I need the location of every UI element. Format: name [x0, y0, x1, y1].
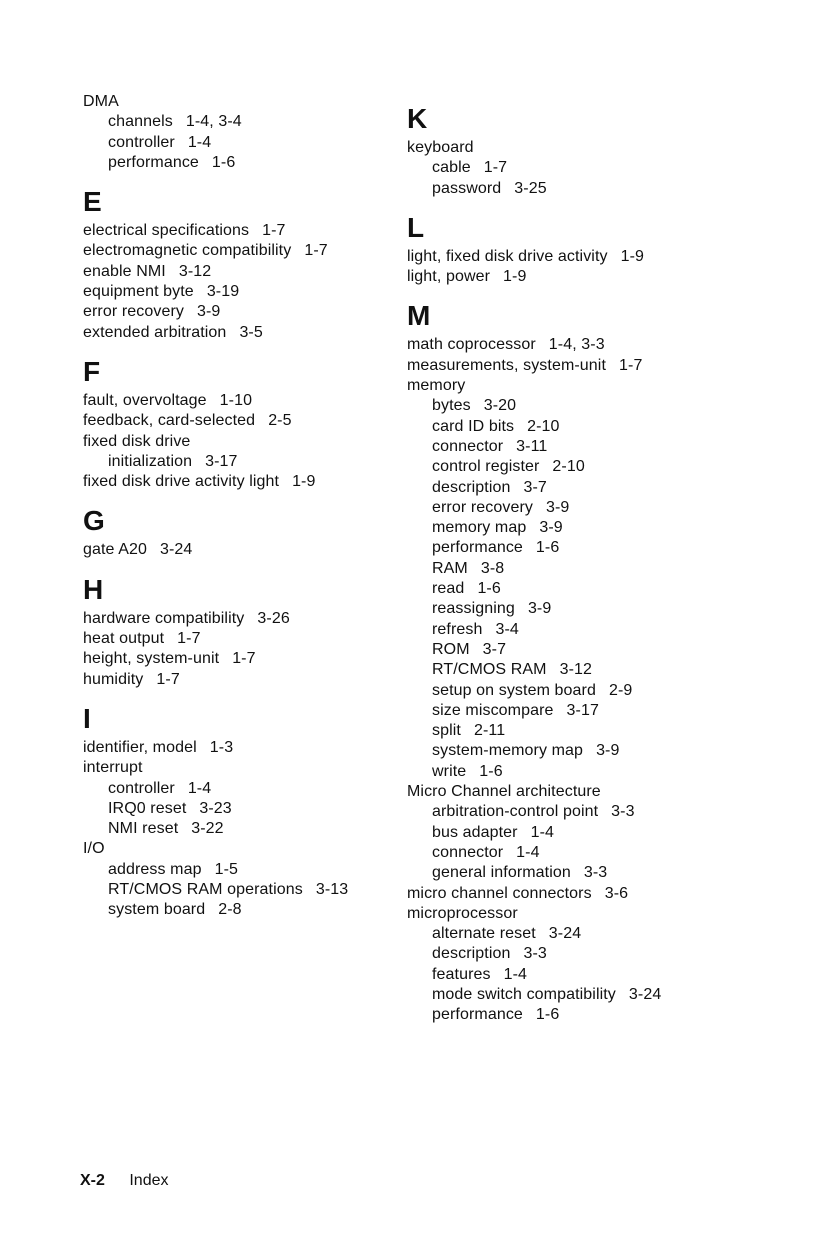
- index-letter-heading: K: [407, 103, 428, 134]
- index-term: controller: [108, 779, 175, 797]
- index-entry: [83, 241, 413, 261]
- index-entry: [83, 411, 413, 431]
- index-letter-heading: E: [83, 186, 102, 218]
- index-page-ref: 1-7: [156, 670, 180, 688]
- index-page-ref: 1-3: [209, 738, 234, 756]
- index-page-ref: 2-5: [268, 412, 292, 430]
- index-page-ref: 3-5: [239, 323, 263, 341]
- index-entry: [83, 221, 413, 241]
- index-entry: [407, 247, 812, 267]
- index-term: cable: [432, 159, 471, 177]
- index-letter-heading: G: [83, 505, 105, 537]
- index-term: gate A20: [83, 541, 147, 559]
- index-term: size miscompare: [432, 701, 554, 719]
- index-page-ref: 1-4, 3-4: [185, 113, 242, 131]
- index-subentry: [407, 559, 812, 579]
- index-page-ref: 3-24: [548, 925, 582, 943]
- index-entry: [83, 738, 413, 758]
- index-term: hardware compatibility: [83, 609, 245, 627]
- index-letter-heading: H: [83, 573, 104, 605]
- index-subentry: [83, 900, 413, 920]
- index-subentry: [407, 701, 812, 721]
- index-term: feedback, card-selected: [83, 412, 256, 430]
- index-subentry: [407, 802, 812, 822]
- index-page-ref: 1-4, 3-3: [548, 336, 605, 354]
- index-entry: [83, 649, 413, 669]
- index-page-ref: 3-13: [315, 881, 349, 899]
- index-term: split: [432, 722, 461, 740]
- index-term: bytes: [432, 397, 471, 415]
- index-letter-heading: L: [407, 211, 425, 243]
- index-term: NMI reset: [108, 820, 179, 838]
- index-subentry: [83, 799, 413, 819]
- index-term: description: [432, 945, 511, 963]
- index-subentry: [83, 452, 413, 472]
- index-term: read: [432, 580, 465, 598]
- index-term: features: [432, 965, 491, 983]
- index-term: alternate reset: [432, 925, 536, 943]
- index-term: refresh: [432, 620, 483, 638]
- index-term: description: [432, 478, 511, 496]
- index-term: arbitration-control point: [432, 803, 599, 821]
- index-subentry: [407, 538, 812, 558]
- index-term: RT/CMOS RAM: [432, 661, 547, 679]
- index-column-right: [407, 104, 812, 1026]
- index-subentry: [407, 179, 812, 199]
- index-entry: [83, 839, 413, 859]
- index-page-ref: 3-3: [583, 864, 608, 882]
- index-page-ref: 1-7: [483, 159, 508, 177]
- index-page-ref: 3-7: [482, 640, 507, 658]
- index-subentry: [407, 1005, 812, 1025]
- index-term: RAM: [432, 559, 468, 577]
- index-entry: [83, 262, 413, 282]
- index-term: keyboard: [407, 139, 474, 156]
- index-entry: [407, 904, 812, 924]
- index-page-ref: 3-12: [559, 661, 593, 679]
- index-term: performance: [432, 539, 523, 557]
- index-entry: [407, 884, 812, 904]
- index-page-ref: 3-8: [480, 559, 505, 577]
- index-subentry: [407, 599, 812, 619]
- index-subentry: [407, 944, 812, 964]
- index-term: electromagnetic compatibility: [83, 242, 292, 260]
- index-page-ref: 3-6: [604, 884, 629, 902]
- index-column-left: [83, 92, 413, 921]
- index-subentry: [407, 924, 812, 944]
- index-term: microprocessor: [407, 904, 518, 922]
- index-term: error recovery: [83, 303, 184, 321]
- index-term: memory map: [432, 519, 527, 537]
- index-entry: [83, 758, 413, 778]
- index-term: fixed disk drive activity light: [83, 473, 280, 491]
- index-term: write: [432, 762, 467, 780]
- index-subentry: [407, 498, 812, 518]
- index-entry: [407, 376, 812, 396]
- index-term: system board: [108, 901, 206, 919]
- index-subentry: [407, 741, 812, 761]
- index-page-ref: 1-10: [219, 391, 253, 409]
- index-subentry: [407, 681, 812, 701]
- index-term: address map: [108, 860, 202, 878]
- index-term: equipment byte: [83, 283, 194, 301]
- index-term: controller: [108, 133, 175, 151]
- index-page-ref: 1-7: [232, 650, 256, 668]
- index-term: electrical specifications: [83, 222, 250, 240]
- index-entry: [83, 391, 413, 411]
- index-entry: [83, 609, 413, 629]
- index-page-ref: 3-22: [191, 820, 224, 838]
- index-entry: [407, 782, 812, 802]
- index-page-ref: 1-6: [535, 1006, 560, 1024]
- index-subentry: [407, 158, 812, 178]
- index-subentry: [407, 396, 812, 416]
- index-term: error recovery: [432, 498, 533, 516]
- index-subentry: [83, 112, 413, 132]
- index-page-ref: 3-4: [495, 620, 519, 638]
- index-subentry: [407, 579, 812, 599]
- index-subentry: [407, 640, 812, 660]
- index-term: light, power: [407, 268, 491, 286]
- index-subentry: [407, 843, 812, 863]
- index-page-ref: 3-25: [514, 179, 547, 197]
- index-page-ref: 2-9: [608, 681, 633, 699]
- index-letter-heading: I: [83, 702, 91, 734]
- index-term: reassigning: [432, 600, 515, 618]
- index-subentry: [407, 823, 812, 843]
- index-subentry: [83, 133, 413, 153]
- index-subentry: [407, 478, 812, 498]
- index-page-ref: 1-9: [503, 268, 527, 286]
- index-subentry: [407, 863, 812, 883]
- index-page-ref: 3-24: [159, 541, 193, 559]
- index-page-ref: 3-3: [523, 945, 547, 963]
- index-entry: [83, 432, 413, 452]
- index-term: connector: [432, 437, 504, 455]
- index-page-ref: 1-4: [516, 843, 540, 861]
- index-term: fault, overvoltage: [83, 391, 207, 409]
- index-term: identifier, model: [83, 738, 197, 756]
- index-entry: [83, 282, 413, 302]
- index-term: extended arbitration: [83, 323, 227, 341]
- index-term: fixed disk drive: [83, 432, 191, 450]
- index-term: enable NMI: [83, 262, 166, 280]
- index-term: connector: [432, 843, 504, 861]
- index-subentry: [83, 860, 413, 880]
- index-entry: [83, 472, 413, 492]
- index-page-ref: 1-7: [304, 242, 328, 260]
- index-page-ref: 1-4: [503, 965, 528, 983]
- index-term: humidity: [83, 670, 144, 688]
- index-page-ref: 2-11: [473, 722, 506, 740]
- index-term: setup on system board: [432, 681, 596, 699]
- index-letter-heading: M: [407, 300, 431, 332]
- index-page-ref: 1-4: [187, 133, 212, 151]
- index-page-ref: 3-9: [596, 742, 620, 760]
- index-term: bus adapter: [432, 823, 518, 841]
- index-page-ref: 1-9: [620, 247, 645, 265]
- index-page-ref: 3-12: [178, 262, 212, 280]
- index-term: performance: [108, 153, 199, 171]
- index-subentry: [407, 417, 812, 437]
- index-page-ref: 1-6: [477, 580, 501, 598]
- index-term: IRQ0 reset: [108, 799, 187, 817]
- index-term: ROM: [432, 640, 470, 658]
- index-page-ref: 2-10: [552, 458, 585, 476]
- index-entry: [407, 356, 812, 376]
- section-title: Index: [129, 1172, 169, 1189]
- index-subentry: [407, 457, 812, 477]
- index-term: I/O: [83, 840, 105, 858]
- index-page-ref: 3-19: [206, 283, 240, 301]
- index-term: RT/CMOS RAM operations: [108, 881, 303, 899]
- index-entry: [83, 629, 413, 649]
- index-entry: [83, 302, 413, 322]
- index-subentry: [407, 437, 812, 457]
- index-page-ref: 1-4: [530, 823, 555, 841]
- index-term: initialization: [108, 452, 193, 470]
- index-page-ref: 3-17: [566, 701, 599, 719]
- index-page-ref: 1-6: [479, 762, 503, 780]
- index-page-ref: 3-3: [611, 803, 635, 821]
- index-term: height, system-unit: [83, 650, 220, 668]
- index-page-ref: 3-9: [539, 519, 563, 537]
- index-page-ref: 3-9: [545, 498, 570, 516]
- index-subentry: [407, 762, 812, 782]
- index-subentry: [407, 965, 812, 985]
- index-letter-heading: F: [83, 355, 101, 387]
- index-entry: [407, 267, 812, 287]
- index-term: math coprocessor: [407, 336, 536, 354]
- index-page-ref: 2-10: [527, 417, 560, 435]
- index-entry: [407, 138, 812, 158]
- index-term: light, fixed disk drive activity: [407, 247, 608, 265]
- index-term: Micro Channel architecture: [407, 783, 601, 801]
- index-page-ref: 3-9: [527, 600, 552, 618]
- index-page-ref: 2-8: [218, 901, 242, 919]
- index-term: control register: [432, 458, 540, 476]
- index-page-ref: 3-24: [628, 985, 662, 1003]
- index-subentry: [407, 985, 812, 1005]
- index-entry: [83, 540, 413, 560]
- index-subentry: [83, 153, 413, 173]
- index-entry: [83, 670, 413, 690]
- index-term: micro channel connectors: [407, 884, 592, 902]
- index-term: password: [432, 179, 502, 197]
- index-term: performance: [432, 1006, 523, 1024]
- index-term: heat output: [83, 630, 165, 648]
- index-entry: [407, 335, 812, 355]
- index-page-ref: 3-23: [199, 799, 232, 817]
- index-term: mode switch compatibility: [432, 985, 616, 1003]
- index-page-ref: 1-6: [535, 539, 560, 557]
- index-page-ref: 1-7: [262, 222, 286, 240]
- index-term: measurements, system-unit: [407, 356, 607, 374]
- index-subentry: [407, 620, 812, 640]
- index-page-ref: 3-17: [205, 452, 238, 470]
- index-subentry: [83, 819, 413, 839]
- index-page-ref: 3-11: [516, 437, 548, 455]
- index-page-ref: 1-5: [214, 860, 239, 878]
- index-term: DMA: [83, 93, 119, 110]
- page-footer: [80, 1172, 169, 1190]
- index-page-ref: 1-9: [292, 473, 316, 491]
- index-page-ref: 1-7: [619, 356, 643, 374]
- index-term: general information: [432, 864, 571, 882]
- index-subentry: [83, 779, 413, 799]
- index-term: interrupt: [83, 759, 143, 777]
- index-term: memory: [407, 377, 466, 395]
- page-number: X-2: [80, 1172, 105, 1189]
- index-page-ref: 3-7: [523, 478, 547, 496]
- index-subentry: [407, 518, 812, 538]
- index-subentry: [407, 660, 812, 680]
- index-entry: [83, 323, 413, 343]
- index-term: channels: [108, 113, 173, 131]
- index-page-ref: 3-9: [196, 303, 221, 321]
- index-page-ref: 3-20: [483, 397, 517, 415]
- index-subentry: [83, 880, 413, 900]
- index-term: system-memory map: [432, 742, 584, 760]
- index-page-ref: 1-7: [177, 630, 201, 648]
- index-page-ref: 1-6: [211, 153, 236, 171]
- index-entry: [83, 92, 413, 112]
- index-subentry: [407, 721, 812, 741]
- index-term: card ID bits: [432, 417, 515, 435]
- index-page-ref: 1-4: [187, 779, 212, 797]
- index-page-ref: 3-26: [257, 609, 290, 627]
